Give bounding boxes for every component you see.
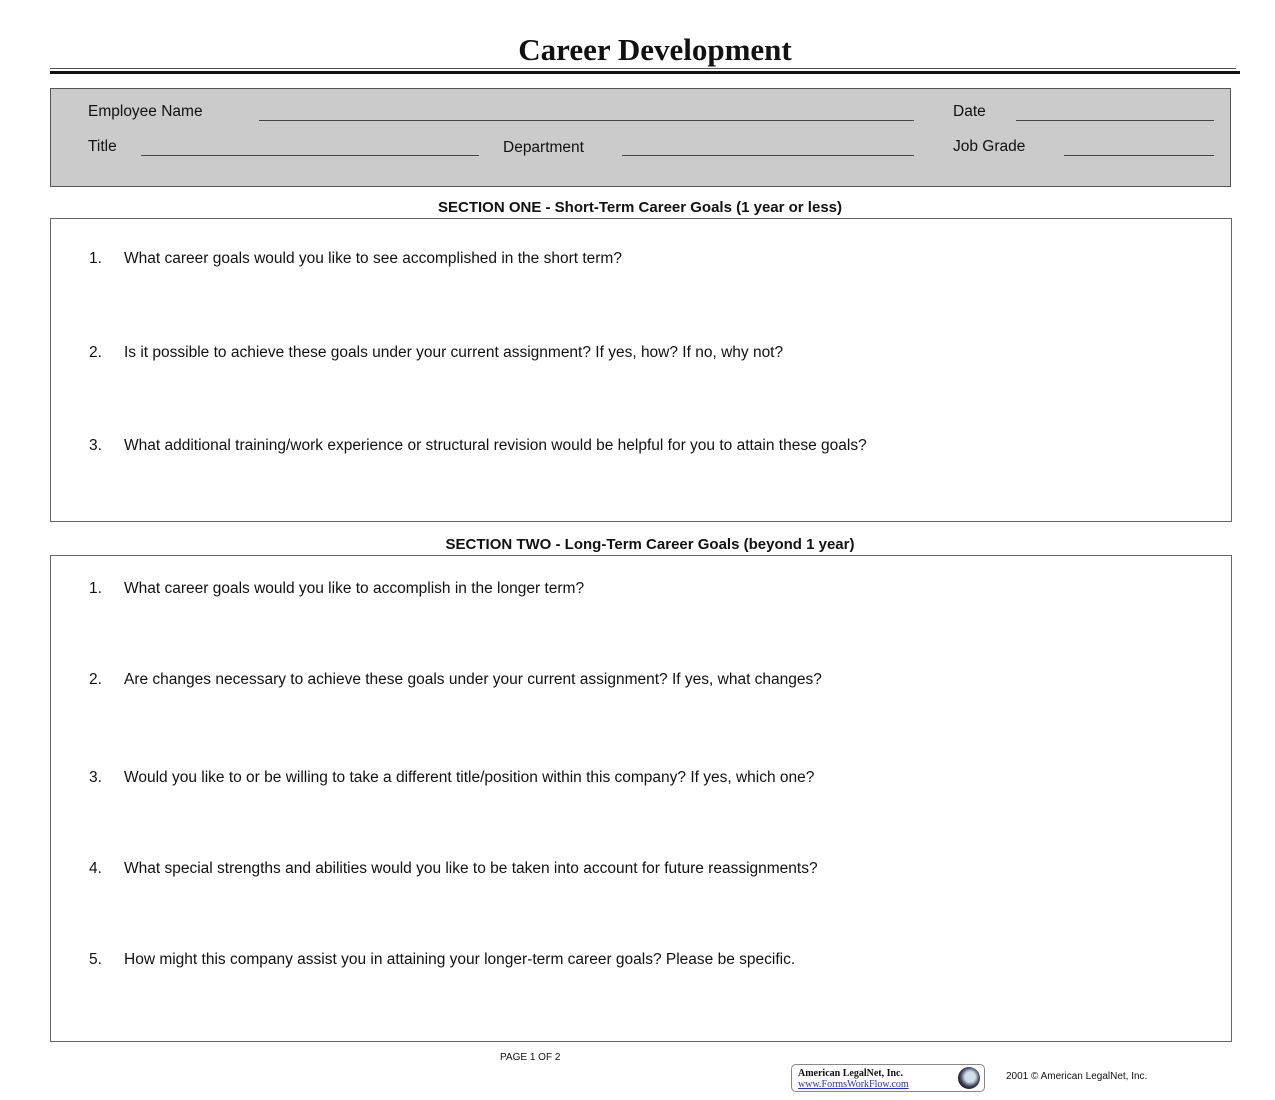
question-text: Are changes necessary to achieve these goals under your current assignment? If yes, what changes? <box>124 671 822 688</box>
logo-company-name: American LegalNet, Inc. <box>798 1068 903 1079</box>
department-label: Department <box>503 139 584 156</box>
question-text: How might this company assist you in attaining your longer-term career goals? Please be specific. <box>124 951 796 968</box>
question-text: Would you like to or be willing to take a different title/position within this company? If yes, which one? <box>124 769 815 786</box>
question-number: 3. <box>89 769 102 786</box>
section-two-heading: SECTION TWO - Long-Term Career Goals (beyond 1 year) <box>445 536 855 553</box>
department-field[interactable] <box>622 155 914 156</box>
title-label: Title <box>88 138 117 155</box>
section-one-box[interactable] <box>50 218 1232 522</box>
question-number: 1. <box>89 250 102 267</box>
job-grade-label: Job Grade <box>953 138 1026 155</box>
question-number: 2. <box>89 671 102 688</box>
section-one-heading: SECTION ONE - Short-Term Career Goals (1 year or less) <box>437 199 842 216</box>
employee-name-field[interactable] <box>259 120 914 121</box>
question-text: What career goals would you like to see accomplished in the short term? <box>124 250 622 267</box>
title-rule-thick <box>50 71 1240 74</box>
question-number: 4. <box>89 860 102 877</box>
question-text: What additional training/work experience or structural revision would be helpful for you to attain these goals? <box>124 437 867 454</box>
section-two-box[interactable] <box>50 555 1232 1042</box>
publisher-logo[interactable] <box>791 1064 985 1092</box>
logo-url-link[interactable]: www.FormsWorkFlow.com <box>798 1079 909 1090</box>
employee-name-label: Employee Name <box>88 103 203 120</box>
question-text: Is it possible to achieve these goals under your current assignment? If yes, how? If no, why not? <box>124 344 784 361</box>
globe-icon <box>958 1067 980 1089</box>
page-number: PAGE 1 OF 2 <box>500 1052 561 1063</box>
question-number: 5. <box>89 951 102 968</box>
title-field[interactable] <box>141 155 479 156</box>
question-text: What special strengths and abilities would you like to be taken into account for future reassignments? <box>124 860 818 877</box>
question-number: 3. <box>89 437 102 454</box>
date-label: Date <box>953 103 986 120</box>
question-number: 1. <box>89 580 102 597</box>
job-grade-field[interactable] <box>1064 155 1214 156</box>
page-title: Career Development <box>518 32 792 67</box>
question-number: 2. <box>89 344 102 361</box>
employee-info-panel <box>50 88 1231 187</box>
date-field[interactable] <box>1016 120 1214 121</box>
question-text: What career goals would you like to accomplish in the longer term? <box>124 580 585 597</box>
title-rule <box>50 68 1236 69</box>
copyright-text: 2001 © American LegalNet, Inc. <box>1006 1071 1148 1082</box>
